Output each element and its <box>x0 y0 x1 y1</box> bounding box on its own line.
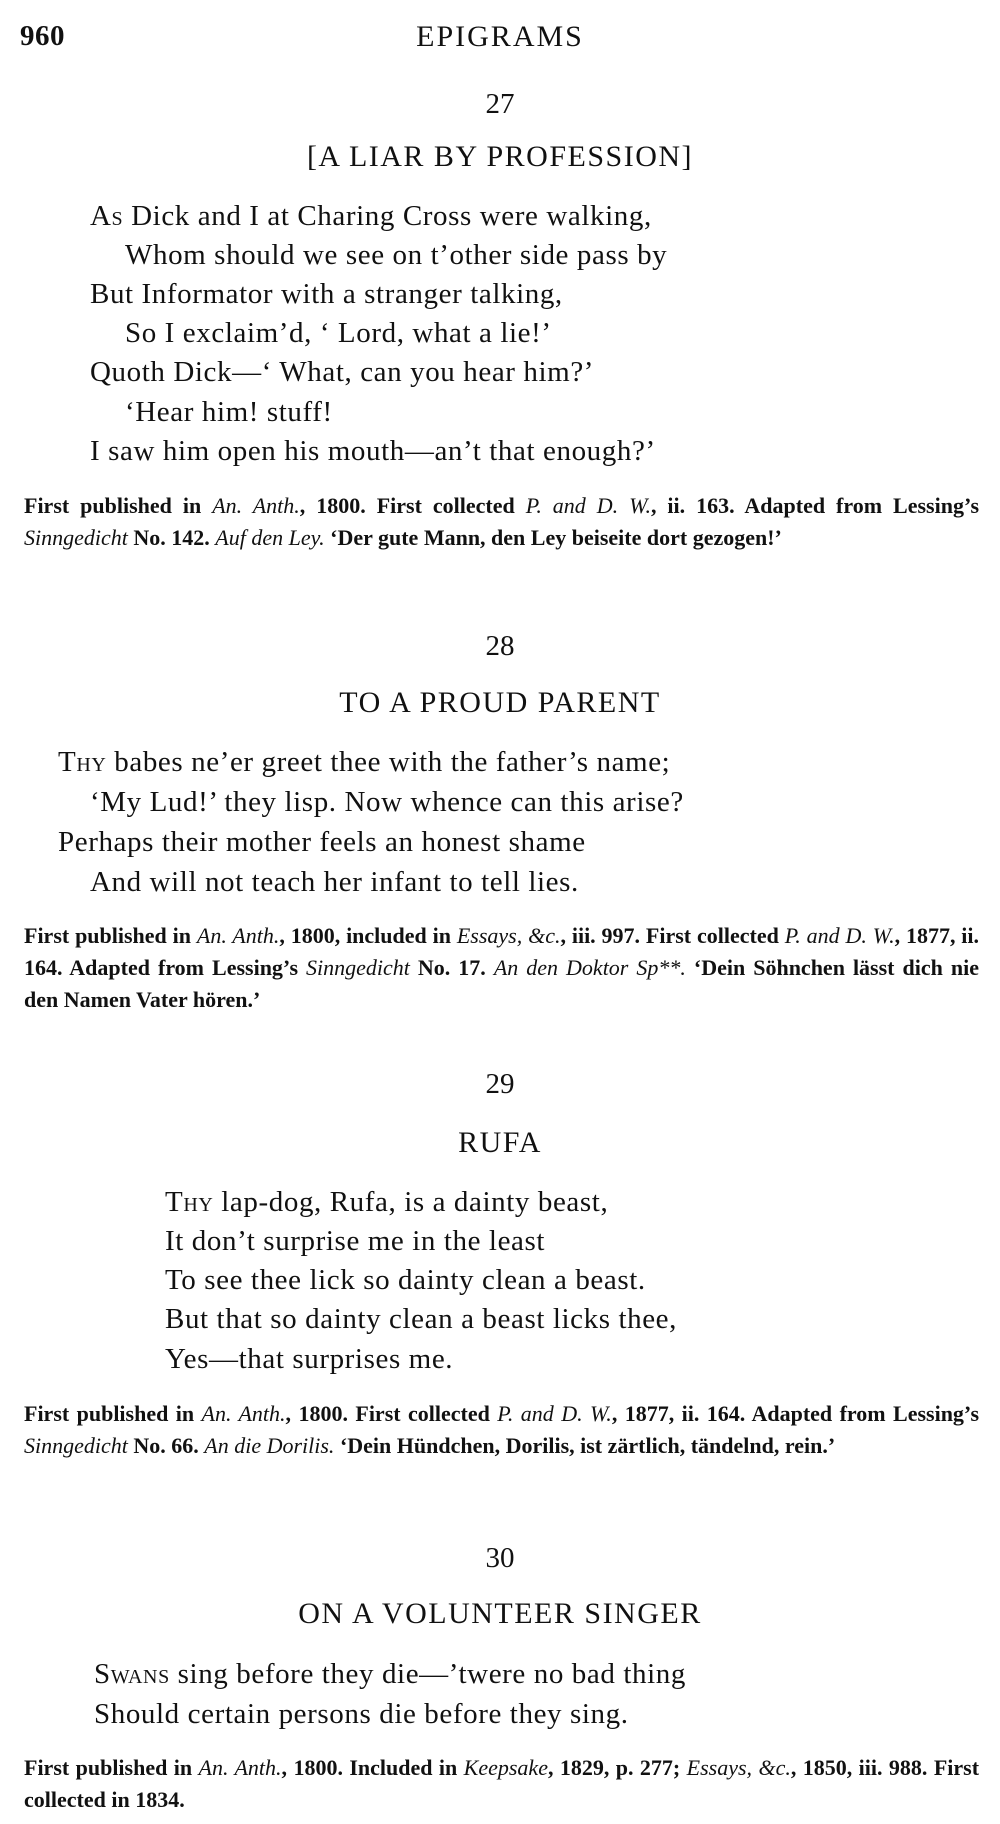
poem-line: Thy lap-dog, Rufa, is a dainty beast, <box>165 1186 609 1218</box>
poem-number: 30 <box>485 1542 515 1574</box>
poem-line: ‘Hear him! stuff! <box>125 396 333 428</box>
footnote-italic: Keepsake <box>463 1755 548 1780</box>
footnote-italic: P. and D. W. <box>525 493 651 518</box>
footnote-italic: Sinngedicht <box>24 1433 128 1458</box>
footnote-text: , 1800, included in <box>279 923 457 948</box>
poem-line: But Informator with a stranger talking, <box>90 278 563 310</box>
poem-line: As Dick and I at Charing Cross were walking, <box>90 200 652 232</box>
poem-line: Yes—that surprises me. <box>165 1343 454 1375</box>
footnote-text: First published in <box>24 923 197 948</box>
footnote-italic: An die Dorilis. <box>204 1433 335 1458</box>
footnote-italic: P. and D. W. <box>784 923 895 948</box>
footnote-text: , iii. 997. First collected <box>560 923 785 948</box>
poem-number: 29 <box>485 1068 515 1100</box>
footnote-text: , 1829, p. 277; <box>547 1755 687 1780</box>
poem-title: ON A VOLUNTEER SINGER <box>298 1597 702 1630</box>
footnote-text: No. 66. <box>127 1433 205 1458</box>
footnote <box>24 1398 979 1462</box>
poem-line: Whom should we see on t’other side pass by <box>125 239 668 271</box>
footnote-text: , 1850, iii. 988. First collected in 1834. <box>24 1755 980 1812</box>
footnote-italic: An. Anth. <box>196 923 280 948</box>
poem-line: Thy babes ne’er greet thee with the father’s name; <box>58 746 671 778</box>
poem-line: Should certain persons die before they sing. <box>94 1698 629 1730</box>
poem-line: And will not teach her infant to tell lies. <box>90 866 579 898</box>
footnote-text: ‘Dein Söhnchen lässt dich nie den Namen Vater hören.’ <box>24 955 979 1012</box>
footnote-text: , ii. 163. Adapted from Lessing’s <box>650 493 980 518</box>
poem-number: 27 <box>485 88 515 120</box>
footnote-text: ‘Der gute Mann, den Ley beiseite dort gezogen!’ <box>324 525 782 550</box>
poem-line: It don’t surprise me in the least <box>165 1225 546 1257</box>
poem-line: ‘My Lud!’ they lisp. Now whence can this arise? <box>90 786 684 818</box>
poem-line: So I exclaim’d, ‘ Lord, what a lie!’ <box>125 317 552 349</box>
footnote-italic: Sinngedicht <box>306 955 410 980</box>
footnote-text: , 1877, ii. 164. Adapted from Lessing’s <box>24 923 980 980</box>
footnote-text: No. 17. <box>409 955 494 980</box>
poem-line: Quoth Dick—‘ What, can you hear him?’ <box>90 356 595 388</box>
poem-title: TO A PROUD PARENT <box>339 686 661 719</box>
running-title: EPIGRAMS <box>416 20 584 53</box>
footnote-italic: An. Anth. <box>201 1401 286 1426</box>
poem-title: [A LIAR BY PROFESSION] <box>306 140 694 173</box>
footnote-text: ‘Dein Hündchen, Dorilis, ist zärtlich, tändelnd, rein.’ <box>334 1433 836 1458</box>
poem-line: But that so dainty clean a beast licks thee, <box>165 1303 678 1335</box>
footnote-italic: Auf den Ley. <box>215 525 325 550</box>
footnote-italic: Essays, &c. <box>456 923 561 948</box>
footnote-text: , 1877, ii. 164. Adapted from Lessing’s <box>611 1401 980 1426</box>
footnote-text: No. 142. <box>127 525 216 550</box>
footnote-text: , 1800. First collected <box>285 1401 498 1426</box>
poem-title: RUFA <box>458 1126 542 1159</box>
footnote <box>24 920 979 1016</box>
footnote-italic: An den Doktor Sp**. <box>493 955 686 980</box>
poem-number: 28 <box>485 630 515 662</box>
footnote-italic: An. Anth. <box>198 1755 282 1780</box>
footnote-italic: Sinngedicht <box>24 525 128 550</box>
poem-line: Perhaps their mother feels an honest shame <box>58 826 586 858</box>
page-number: 960 <box>20 20 65 52</box>
footnote-italic: Essays, &c. <box>686 1755 791 1780</box>
poem-line: I saw him open his mouth—an’t that enough?’ <box>90 435 656 467</box>
poem-line: To see thee lick so dainty clean a beast. <box>165 1264 646 1296</box>
footnote-text: First published in <box>24 1755 199 1780</box>
footnote <box>24 490 979 554</box>
poem-line: Swans sing before they die—’twere no bad thing <box>94 1658 686 1690</box>
footnote-text: , 1800. Included in <box>281 1755 464 1780</box>
footnote-text: First published in <box>24 493 213 518</box>
footnote-italic: An. Anth. <box>212 493 300 518</box>
footnote-text: First published in <box>24 1401 202 1426</box>
footnote-italic: P. and D. W. <box>497 1401 612 1426</box>
footnote-text: , 1800. First collected <box>299 493 526 518</box>
footnote <box>24 1752 979 1816</box>
